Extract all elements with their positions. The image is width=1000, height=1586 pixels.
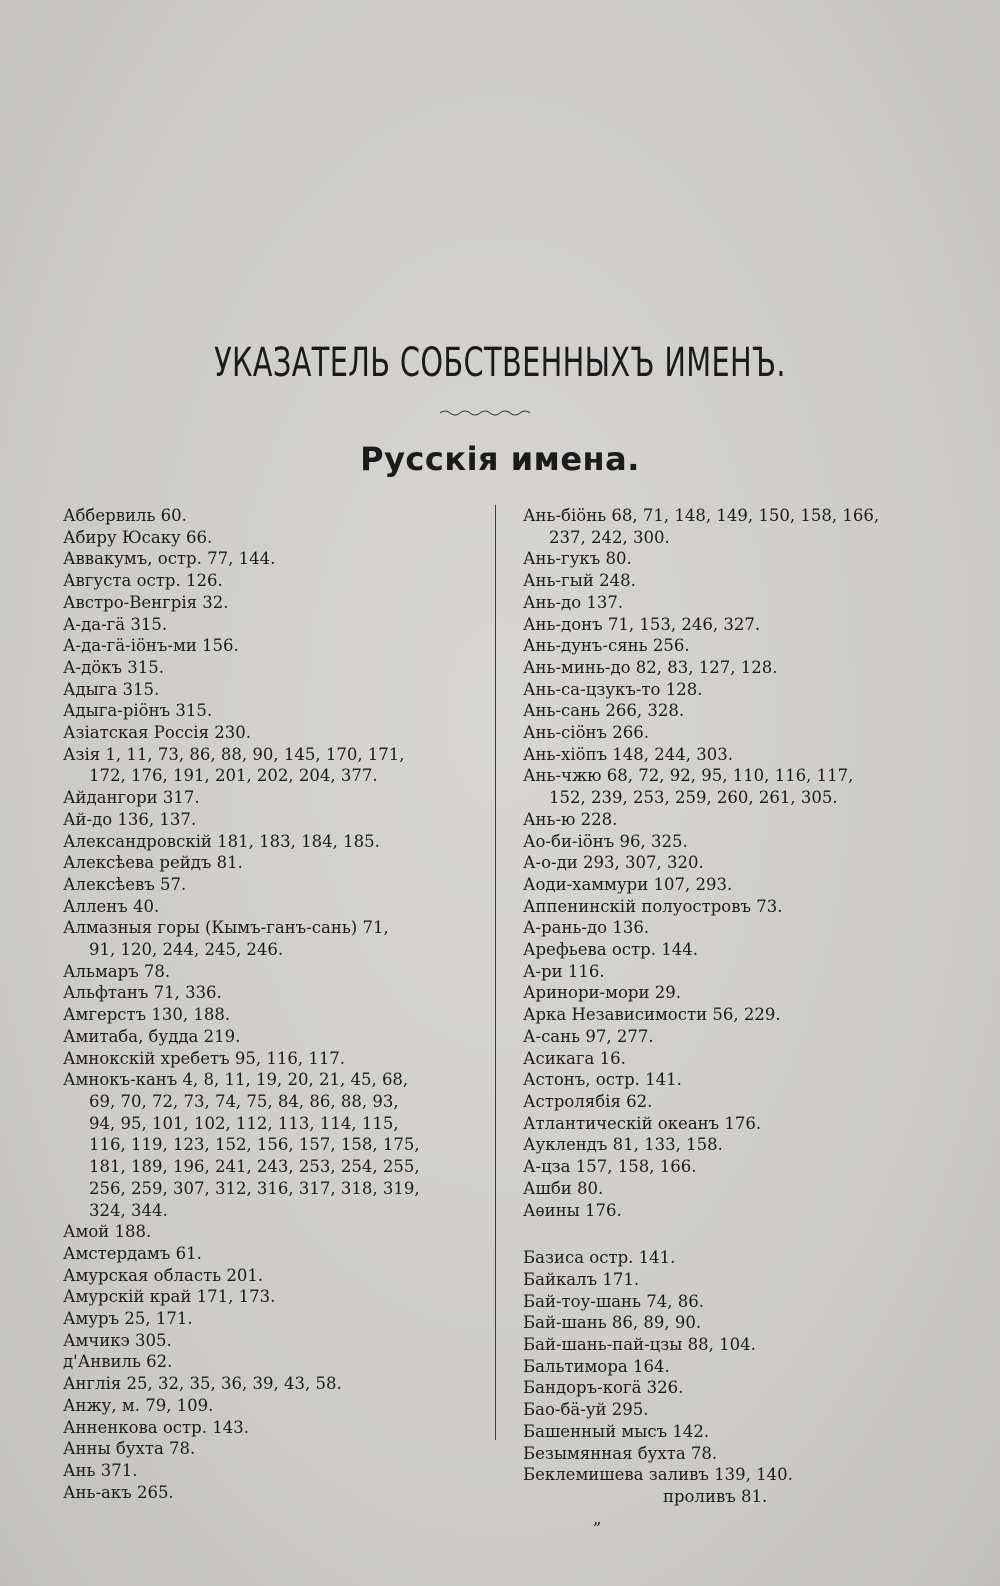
index-entry: Айдангори 317. [63,788,200,808]
index-entry: Ань-акъ 265. [63,1482,174,1502]
index-entry: А-да-гä-іöнъ-ми 156. [63,636,239,656]
index-entry: Бай-шань-пай-цзы 88, 104. [523,1335,756,1355]
index-entry: Алленъ 40. [63,896,160,916]
index-entry: Ань-хіöпъ 148, 244, 303. [523,744,734,764]
index-entry: Аппенинскій полуостровъ 73. [523,896,783,916]
index-entry-continuation: 94, 95, 101, 102, 112, 113, 114, 115, [89,1113,399,1133]
index-entry: Амурскій край 171, 173. [63,1287,276,1307]
index-entry: Амитаба, будда 219. [63,1026,241,1046]
index-entry: Астролябія 62. [523,1091,653,1111]
index-entry: А-сань 97, 277. [523,1026,654,1046]
index-column-left [63,505,483,1503]
index-entry: А-рань-до 136. [523,918,650,938]
index-entry: Адыга 315. [63,679,160,699]
index-entry-continuation: 91, 120, 244, 245, 246. [89,940,284,960]
index-entry-continuation: 116, 119, 123, 152, 156, 157, 158, 175, [89,1135,420,1155]
section-subtitle: Русскія имена. [360,440,640,478]
wavy-ornament-divider [440,408,530,418]
index-entry: Адыга-ріöнъ 315. [63,701,213,721]
index-entry-continuation: 181, 189, 196, 241, 243, 253, 254, 255, [89,1157,420,1177]
index-entry: Ань-чжю 68, 72, 92, 95, 110, 116, 117, [523,766,854,786]
index-entry: Амнокскій хребетъ 95, 116, 117. [63,1048,346,1068]
index-entry: Аоди-хаммури 107, 293. [523,874,733,894]
index-entry: А-цза 157, 158, 166. [523,1157,697,1177]
index-entry: Байкалъ 171. [523,1269,640,1289]
index-entry: Бао-бä-уй 295. [523,1400,649,1420]
index-entry: Ань-са-цзукъ-то 128. [523,679,703,699]
index-column-right [523,505,963,1529]
index-entry-continuation: 256, 259, 307, 312, 316, 317, 318, 319, [89,1178,420,1198]
index-entry: Бай-тоу-шань 74, 86. [523,1291,705,1311]
index-entry: Алмазныя горы (Кымъ-ганъ-сань) 71, [63,918,389,938]
index-entry-continuation: 152, 239, 253, 259, 260, 261, 305. [549,788,838,808]
index-entry: Анненкова остр. 143. [63,1417,249,1437]
index-entry: Аббервиль 60. [63,506,187,525]
index-entry: Ауклендъ 81, 133, 158. [523,1135,723,1155]
index-entry: Ань-біöнь 68, 71, 148, 149, 150, 158, 166, [523,506,880,525]
index-entry: Ань-ю 228. [523,809,618,829]
index-entry: Бандоръ-когä 326. [523,1378,684,1398]
index-entry: А-да-гä 315. [63,614,168,634]
index-entry: Австро-Венгрія 32. [63,592,229,612]
index-entry: Амнокъ-канъ 4, 8, 11, 19, 20, 21, 45, 68, [63,1070,409,1090]
index-entry: Атлантическій океанъ 176. [523,1113,762,1133]
index-entry-continuation: 237, 242, 300. [549,527,670,547]
index-entry: Арка Независимости 56, 229. [523,1005,781,1025]
index-entry: А-дöкъ 315. [63,657,164,677]
index-entry: Алексѣевъ 57. [63,874,187,894]
index-entry: Ай-до 136, 137. [63,809,197,829]
index-entry: д'Анвиль 62. [63,1352,173,1372]
index-entry-continuation: 324, 344. [89,1200,168,1220]
index-entry: Башенный мысъ 142. [523,1421,710,1441]
index-entry: Амуръ 25, 171. [63,1309,193,1329]
index-entry: Аввакумъ, остр. 77, 144. [63,549,276,569]
index-entry: Альмаръ 78. [63,961,171,981]
index-entry: Амурская область 201. [63,1265,264,1285]
index-entry: Ань-сіöнъ 266. [523,723,649,743]
index-entry: Ань-минь-до 82, 83, 127, 128. [523,657,778,677]
index-entry: Августа остр. 126. [63,571,223,591]
index-entry: Безымянная бухта 78. [523,1443,718,1463]
page-title: УКАЗАТЕЛЬ СОБСТВЕННЫХЪ ИМЕНЪ. [214,340,786,386]
index-entry: Ао-би-іöнъ 96, 325. [523,831,688,851]
index-entry: Амстердамъ 61. [63,1243,202,1263]
index-entry: А-ри 116. [523,961,605,981]
index-entry-continuation: 172, 176, 191, 201, 202, 204, 377. [89,766,378,786]
index-entry: Абиру Юсаку 66. [63,527,213,547]
index-entry: Ань 371. [63,1460,138,1480]
index-entry: Анжу, м. 79, 109. [63,1395,214,1415]
index-entry: Ашби 80. [523,1178,604,1198]
index-entry: Александровскій 181, 183, 184, 185. [63,831,380,851]
index-entry: Амгерстъ 130, 188. [63,1005,231,1025]
index-entry: Бай-шань 86, 89, 90. [523,1313,702,1333]
index-entry: Ань-гый 248. [523,571,636,591]
index-entry: Азіатская Россія 230. [63,723,251,743]
index-entry: Астонъ, остр. 141. [523,1070,682,1090]
index-entry: Амой 188. [63,1222,152,1242]
index-entry-continuation: 69, 70, 72, 73, 74, 75, 84, 86, 88, 93, [89,1091,399,1111]
index-entry: Аѳины 176. [523,1200,622,1220]
index-entry: Англія 25, 32, 35, 36, 39, 43, 58. [63,1374,342,1394]
index-entry: А-о-ди 293, 307, 320. [523,853,704,873]
index-entry: Беклемишева заливъ 139, 140. [523,1465,793,1485]
ditto-mark: „ [593,1508,602,1528]
index-entry: Азія 1, 11, 73, 86, 88, 90, 145, 170, 171, [63,744,405,764]
index-entry-continuation: проливъ 81. [663,1486,768,1506]
index-entry: Алексѣева рейдъ 81. [63,853,243,873]
index-entry: Альфтанъ 71, 336. [63,983,222,1003]
index-entry: Асикага 16. [523,1048,626,1068]
index-entry: Ань-донъ 71, 153, 246, 327. [523,614,761,634]
index-entry: Аринори-мори 29. [523,983,681,1003]
index-entry: Амчикэ 305. [63,1330,172,1350]
index-entry: Ань-гукъ 80. [523,549,632,569]
index-entry: Базиса остр. 141. [523,1248,676,1268]
index-entry: Ань-до 137. [523,592,624,612]
index-entry: Бальтимора 164. [523,1356,670,1376]
index-entry: Ань-сань 266, 328. [523,701,685,721]
index-entry: Ань-дунъ-сянь 256. [523,636,690,656]
column-divider [495,505,496,1440]
index-entry: Арефьева остр. 144. [523,940,698,960]
index-entry: Анны бухта 78. [63,1439,196,1459]
